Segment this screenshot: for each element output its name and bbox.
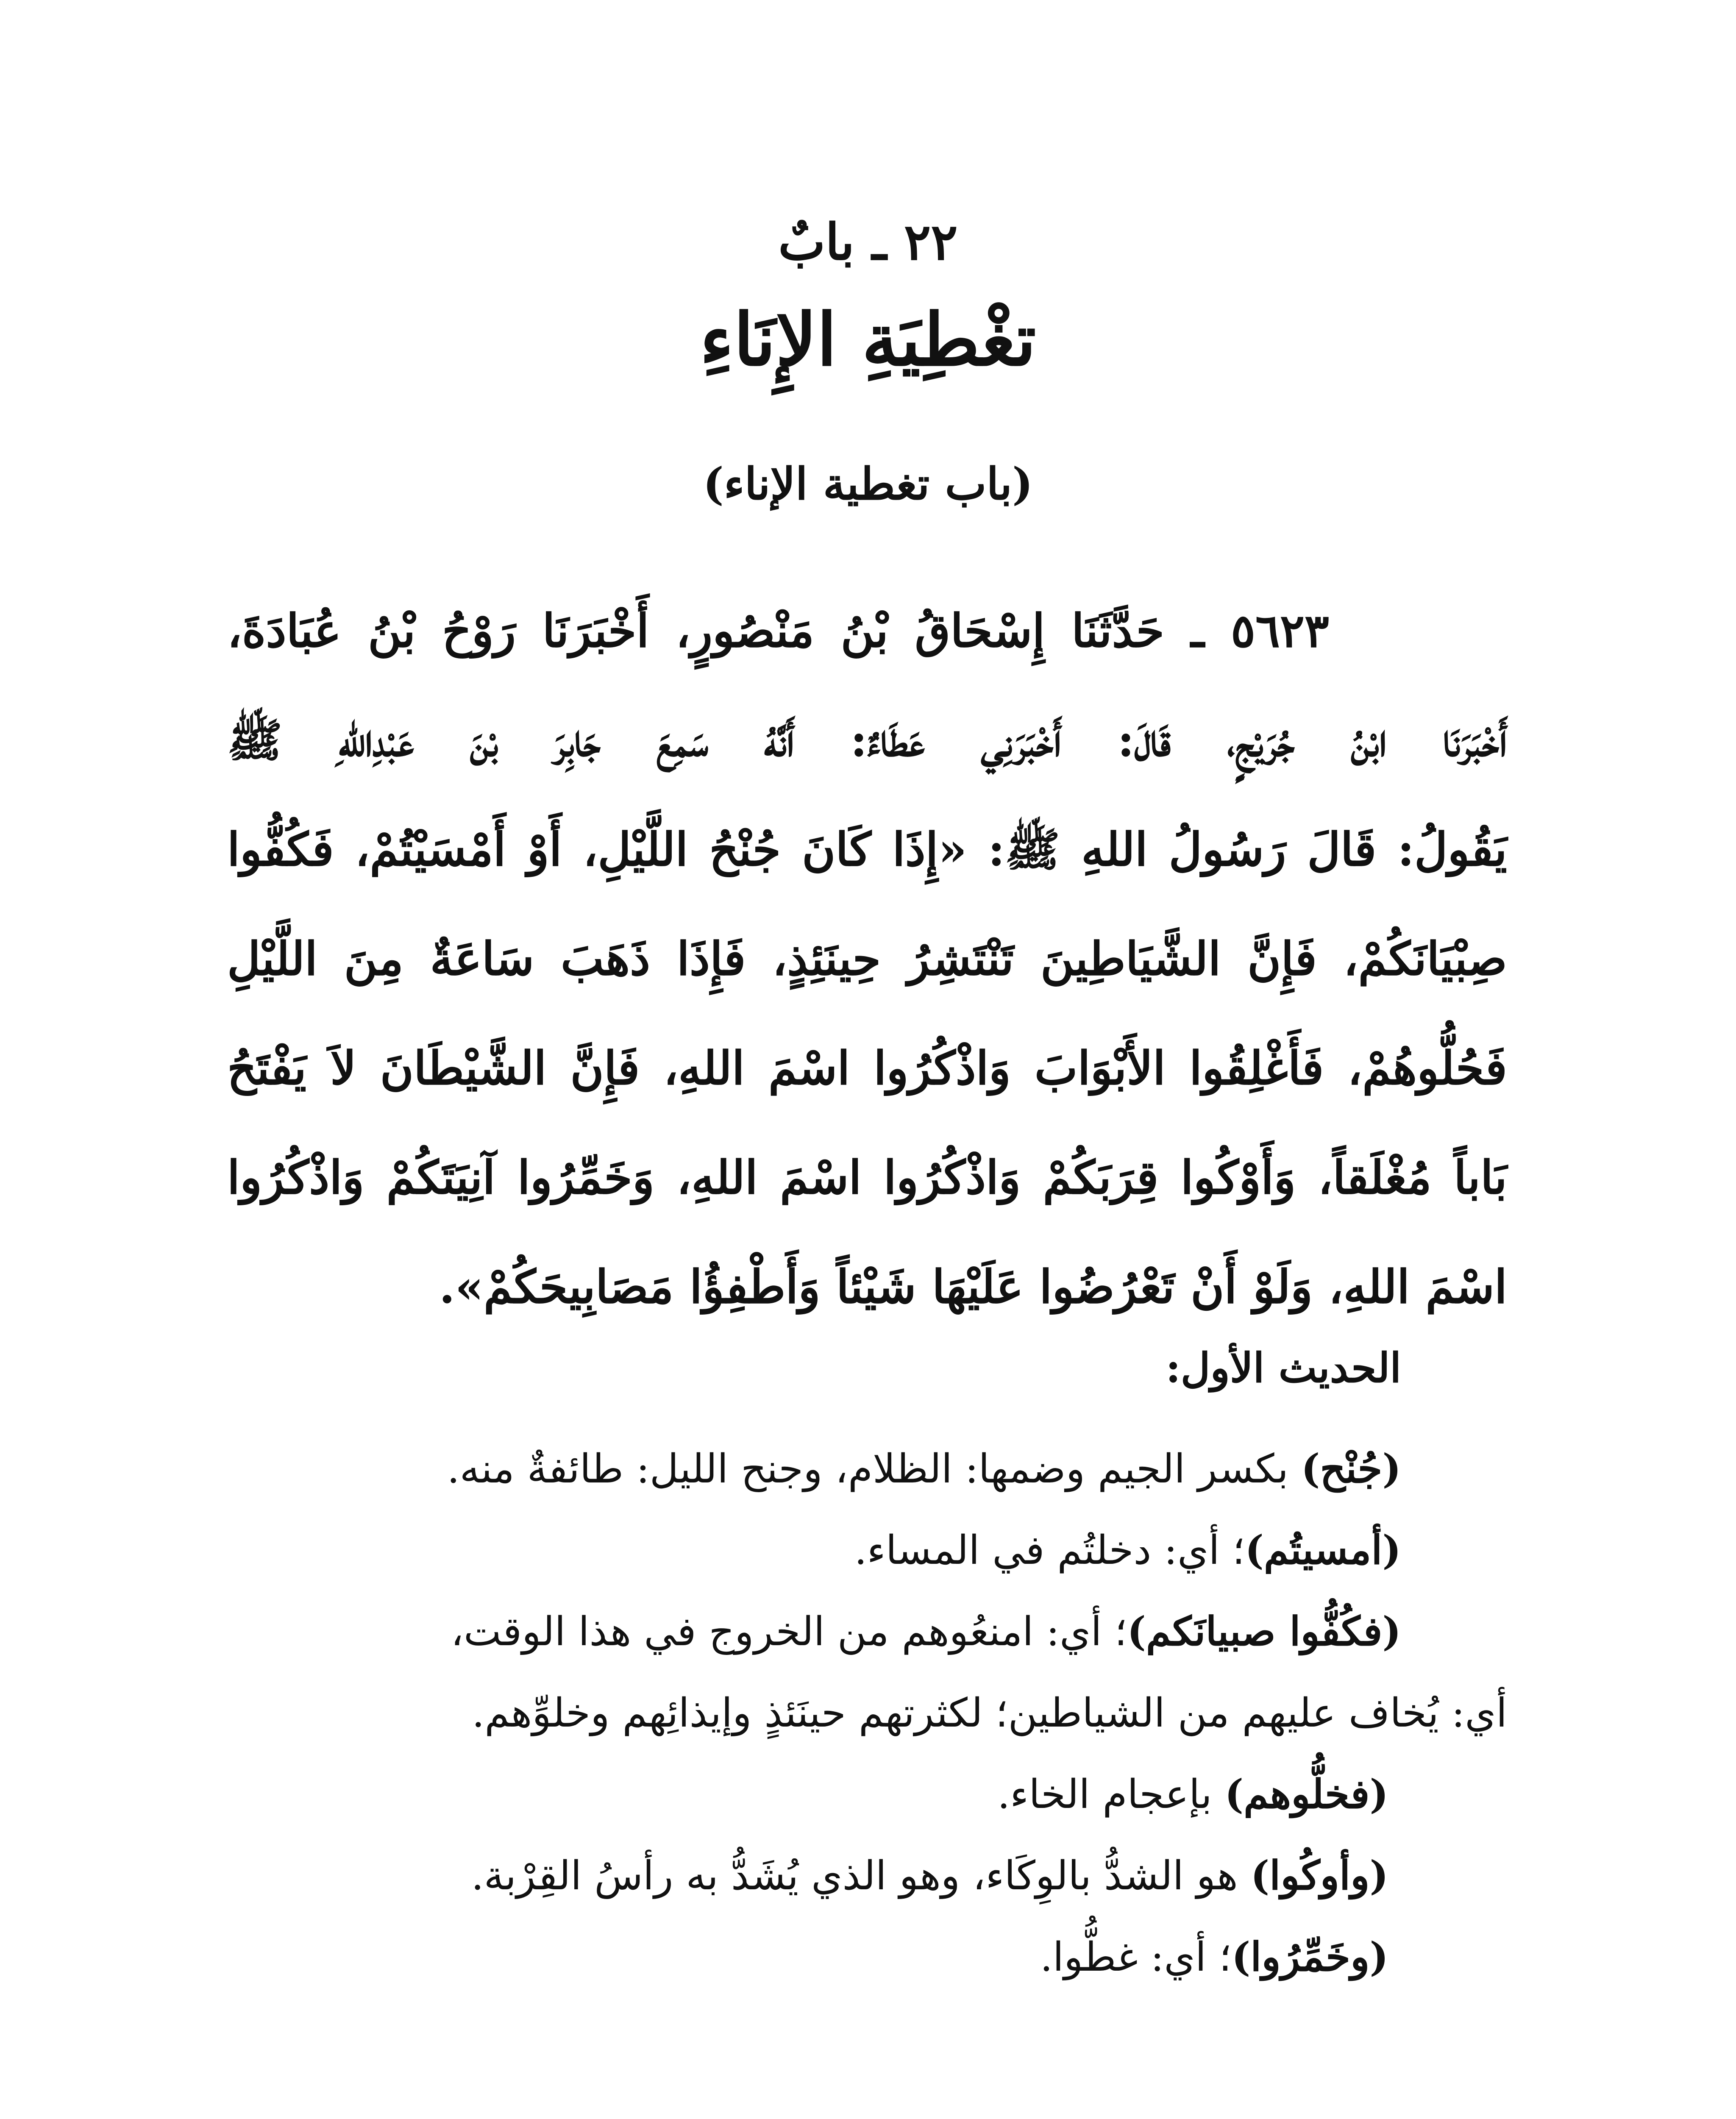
commentary-explanation: بكسر الجيم وضمها: الظلام، وجنح الليل: طائفةٌ منه. [447, 1446, 1301, 1492]
chapter-number: ٢٢ ـ بابٌ [778, 212, 958, 271]
commentary-explanation: أي: يُخاف عليهم من الشياطين؛ لكثرتهم حينَئذٍ وإيذائِهم وخلوِّهم. [472, 1690, 1507, 1736]
commentary-explanation: ؛ أي: دخلتُم في المساء. [854, 1527, 1245, 1574]
commentary-explanation: بإعجام الخاء. [997, 1771, 1225, 1818]
commentary-term: (وأوكُوا) [1250, 1852, 1388, 1899]
hadith-text [227, 576, 1507, 1342]
commentary-line [227, 1510, 1507, 1591]
commentary-line [227, 1835, 1507, 1916]
hadith-line: بَاباً مُغْلَقاً، وَأَوْكُوا قِرَبَكُمْ وَاذْكُرُوا اسْمَ اللهِ، وَخَمِّرُوا آنِيَتَكُمْ وَاذْكُرُوا [227, 1151, 1507, 1204]
commentary-line [227, 1916, 1507, 1998]
chapter-title: تغْطِيَةِ الإِنَاءِ [700, 298, 1036, 382]
hadith-line: ٥٦٢٣ ـ حَدَّثَنَا إِسْحَاقُ بْنُ مَنْصُورٍ، أَخْبَرَنَا رَوْحُ بْنُ عُبَادَةَ، [227, 604, 1329, 658]
commentary-explanation: هو الشدُّ بالوِكَاء، وهو الذي يُشَدُّ به رأسُ القِرْبة. [471, 1853, 1251, 1899]
commentary-term: (فكُفُّوا صبيانَكم) [1127, 1608, 1401, 1655]
commentary-term: (وخَمِّرُوا) [1231, 1934, 1388, 1980]
commentary-explanation: ؛ أي: امنعُوهم من الخروج في هذا الوقت، [451, 1609, 1127, 1655]
commentary-heading: الحديث الأول: [1166, 1344, 1401, 1392]
commentary-line [227, 1591, 1507, 1672]
hadith-line: اسْمَ اللهِ، وَلَوْ أَنْ تَعْرُضُوا عَلَيْهَا شَيْئاً وَأَطْفِؤُا مَصَابِيحَكُمْ». [439, 1260, 1507, 1314]
commentary-term: (فخلُّوهم) [1224, 1771, 1388, 1818]
commentary-line [227, 1672, 1507, 1754]
hadith-line: صِبْيَانَكُمْ، فَإِنَّ الشَّيَاطِينَ تَنْتَشِرُ حِينَئِذٍ، فَإِذَا ذَهَبَ سَاعَةٌ مِنَ اللَّيْلِ [227, 932, 1507, 986]
commentary-line [227, 1428, 1507, 1510]
commentary-line [227, 1754, 1507, 1835]
hadith-line: فَحُلُّوهُمْ، فَأَغْلِقُوا الأَبْوَابَ وَاذْكُرُوا اسْمَ اللهِ، فَإِنَّ الشَّيْطَانَ لاَ يَفْتَحُ [227, 1042, 1507, 1095]
commentary-text [227, 1428, 1507, 1998]
commentary-explanation: ؛ أي: غطُّوا. [1040, 1934, 1232, 1980]
hadith-line: أَخْبَرَنَا ابْنُ جُرَيْجٍ، قَالَ: أَخْبَرَنِي عَطَاءٌ: أَنَّهُ سَمِعَ جَابِرَ بْنَ عَبْدِاللهِ ﷺ [227, 714, 1507, 767]
chapter-subtitle: (باب تغطية الإناء) [703, 458, 1033, 510]
commentary-term: (أمسيتُم) [1245, 1527, 1401, 1574]
hadith-line: يَقُولُ: قَالَ رَسُولُ اللهِ ﷺ: «إِذَا كَانَ جُنْحُ اللَّيْلِ، أَوْ أَمْسَيْتُمْ، فَكُفُّوا [227, 823, 1507, 876]
commentary-term: (جُنْح) [1301, 1446, 1401, 1492]
